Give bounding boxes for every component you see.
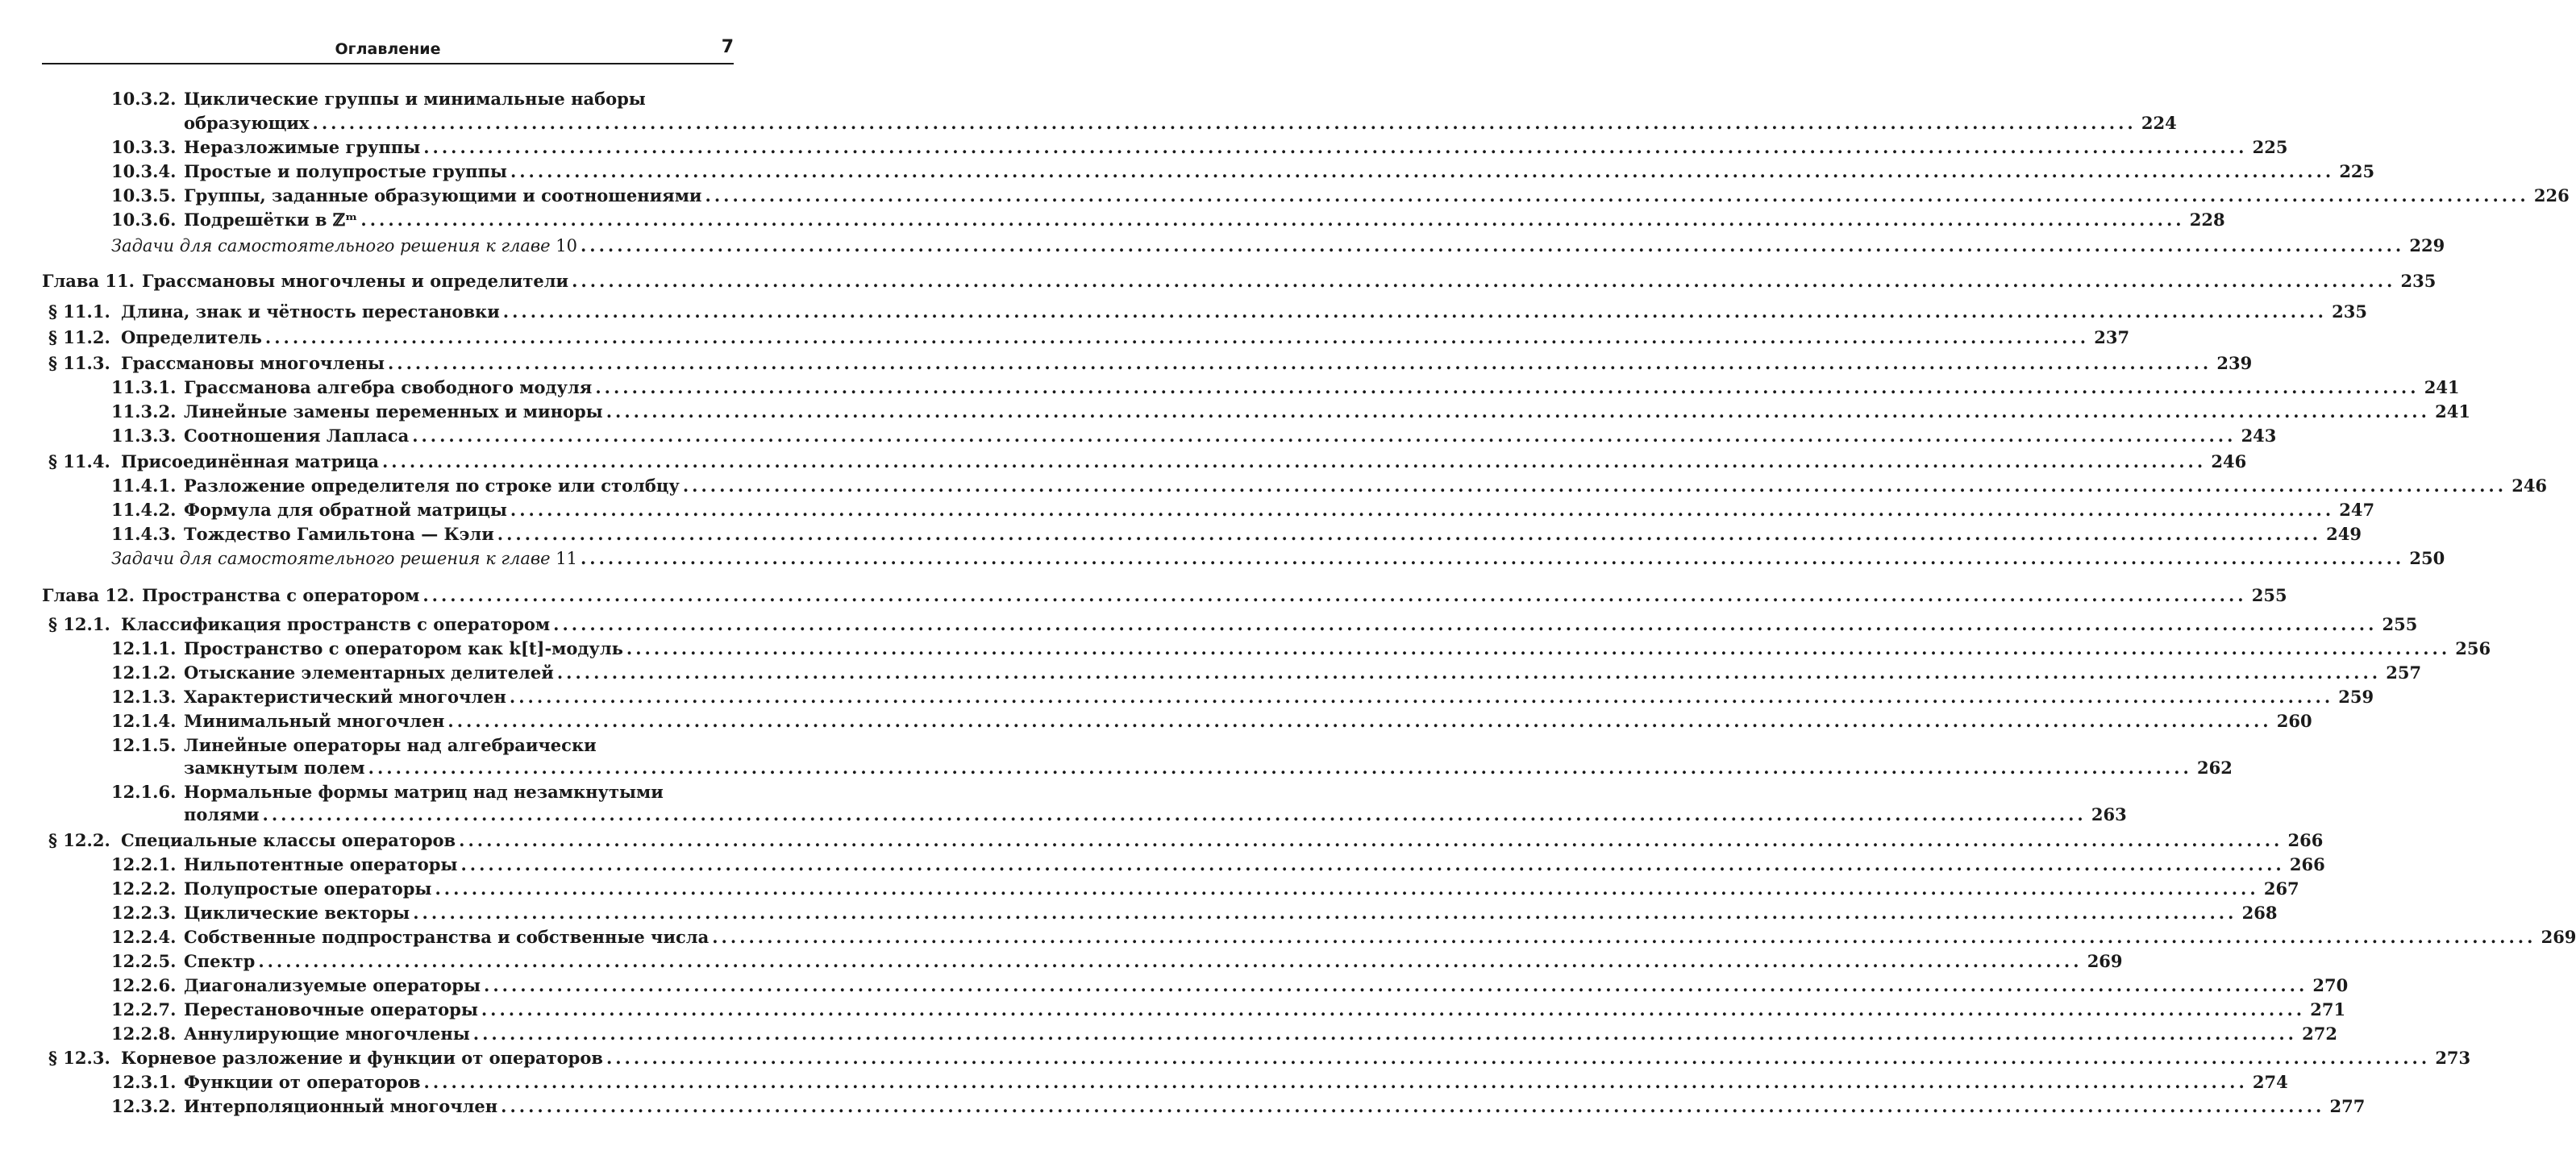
toc-entry-12-2-6[interactable] bbox=[111, 972, 2349, 996]
leader-dots: ........................................................................................................................................................................................................ bbox=[497, 524, 2321, 544]
entry-number: 12.1.5. bbox=[111, 735, 177, 755]
toc-entry-10-3-4[interactable] bbox=[111, 158, 2375, 182]
leader-dots: ........................................................................................................................................................................................................ bbox=[606, 1048, 2431, 1068]
toc-entry-12-1-1[interactable] bbox=[111, 635, 2491, 659]
entry-number: 12.1.4. bbox=[111, 711, 177, 731]
leader-dots: ........................................................................................................................................................................................................ bbox=[705, 185, 2529, 206]
leader-dots: ........................................................................................................................................................................................................ bbox=[460, 854, 2285, 874]
toc-entry-12-2-4[interactable] bbox=[111, 924, 2576, 948]
leader-dots: ........................................................................................................................................................................................................ bbox=[413, 903, 2237, 923]
leader-dots: ........................................................................................................................................................................................................ bbox=[459, 830, 2283, 850]
entry-page: 247 bbox=[2339, 500, 2375, 520]
entry-title: Неразложимые группы bbox=[184, 137, 421, 157]
leader-dots: ........................................................................................................................................................................................................ bbox=[682, 476, 2507, 496]
entry-title: Циклические группы и минимальные наборы bbox=[184, 89, 646, 109]
entry-number: 12.1.6. bbox=[111, 782, 177, 802]
entry-title: Простые и полупростые группы bbox=[184, 161, 507, 181]
entry-title: Нормальные формы матриц над незамкнутыми bbox=[184, 782, 664, 802]
entry-number: 10.3.2. bbox=[111, 89, 177, 109]
entry-number: 12.3.1. bbox=[111, 1072, 177, 1092]
entry-page: 277 bbox=[2329, 1096, 2366, 1116]
entry-number: § 11.3. bbox=[48, 353, 110, 373]
entry-number: 10.3.4. bbox=[111, 161, 177, 181]
entry-title: Группы, заданные образующими и соотношениями bbox=[184, 185, 702, 206]
entry-number: 12.2.5. bbox=[111, 951, 177, 971]
leader-dots: ........................................................................................................................................................................................................ bbox=[435, 878, 2259, 899]
leader-dots: ........................................................................................................................................................................................................ bbox=[481, 999, 2306, 1020]
entry-title: Минимальный многочлен bbox=[184, 711, 445, 731]
leader-dots: ........................................................................................................................................................................................................ bbox=[502, 301, 2327, 322]
entry-page: 224 bbox=[2141, 113, 2177, 133]
entry-number: Глава 12. bbox=[42, 585, 135, 605]
entry-page: 235 bbox=[2400, 271, 2437, 291]
leader-dots: ........................................................................................................................................................................................................ bbox=[572, 271, 2396, 291]
entry-number: § 11.2. bbox=[48, 327, 110, 347]
leader-dots: ........................................................................................................................................................................................................ bbox=[501, 1096, 2325, 1116]
entry-number: 11.3.2. bbox=[111, 401, 177, 422]
leader-dots: ........................................................................................................................................................................................................ bbox=[422, 585, 2247, 605]
leader-dots: ........................................................................................................................................................................................................ bbox=[580, 235, 2405, 255]
entry-page: 237 bbox=[2094, 327, 2130, 347]
leader-dots: ........................................................................................................................................................................................................ bbox=[712, 927, 2536, 947]
entry-title: Функции от операторов bbox=[184, 1072, 421, 1092]
leader-dots: ........................................................................................................................................................................................................ bbox=[312, 113, 2137, 133]
entry-number: 12.2.4. bbox=[111, 927, 177, 947]
leader-dots: ........................................................................................................................................................................................................ bbox=[264, 327, 2090, 347]
entry-page: 267 bbox=[2263, 878, 2299, 899]
toc-entry-12-1-6-cont[interactable] bbox=[184, 801, 2127, 825]
entry-page: 243 bbox=[2241, 426, 2277, 446]
entry-page: 229 bbox=[2409, 235, 2445, 255]
entry-page: 259 bbox=[2338, 687, 2374, 707]
toc-entry-11-4-1[interactable] bbox=[111, 472, 2548, 496]
leader-dots: ........................................................................................................................................................................................................ bbox=[368, 758, 2192, 778]
entry-page: 257 bbox=[2386, 662, 2422, 683]
entry-title: Характеристический многочлен bbox=[184, 687, 506, 707]
entry-page: 246 bbox=[2211, 451, 2247, 471]
entry-number: 12.1.3. bbox=[111, 687, 177, 707]
toc-entry-10-3-2[interactable] bbox=[111, 85, 734, 110]
entry-title: Нильпотентные операторы bbox=[184, 854, 458, 874]
entry-page: 249 bbox=[2326, 524, 2362, 544]
toc-entry-12-2-1[interactable] bbox=[111, 851, 2325, 875]
toc-entry-11-3-2[interactable] bbox=[111, 398, 2470, 422]
leader-dots: ........................................................................................................................................................................................................ bbox=[423, 1072, 2248, 1092]
chapter-ref: 11 bbox=[550, 549, 577, 568]
entry-page: 235 bbox=[2332, 301, 2367, 322]
entry-number: § 12.1. bbox=[48, 614, 110, 634]
entry-number: § 12.3. bbox=[48, 1048, 110, 1068]
entry-number: 11.4.3. bbox=[111, 524, 177, 544]
toc-entry-11-3-3[interactable] bbox=[111, 422, 2277, 446]
toc-entry-12-3-1[interactable] bbox=[111, 1069, 2288, 1093]
chapter-ref: 10 bbox=[550, 236, 577, 255]
entry-page: 272 bbox=[2302, 1024, 2337, 1044]
leader-dots: ........................................................................................................................................................................................................ bbox=[484, 975, 2308, 995]
toc-exercises-ch10[interactable] bbox=[111, 232, 2445, 256]
entry-title: Грассманова алгебра свободного модуля bbox=[184, 377, 593, 397]
toc-entry-12-2-7[interactable] bbox=[111, 996, 2346, 1020]
entry-title: Подрешётки в ℤᵐ bbox=[184, 210, 358, 230]
entry-title: Специальные классы операторов bbox=[121, 830, 456, 850]
entry-number: § 11.4. bbox=[48, 451, 110, 471]
entry-page: 274 bbox=[2252, 1072, 2288, 1092]
exercises-label: Задачи для самостоятельного решения к главе bbox=[111, 236, 551, 255]
entry-number: 12.2.8. bbox=[111, 1024, 177, 1044]
toc-exercises-ch11[interactable] bbox=[111, 545, 2445, 569]
entry-page: 270 bbox=[2312, 975, 2349, 995]
leader-dots: ........................................................................................................................................................................................................ bbox=[388, 353, 2212, 373]
entry-title: Линейные операторы над алгебраически bbox=[184, 735, 597, 755]
entry-number: 10.3.5. bbox=[111, 185, 177, 206]
toc-entry-12-1-5-cont[interactable] bbox=[184, 754, 2233, 779]
entry-title bbox=[111, 548, 577, 569]
entry-number: 12.2.7. bbox=[111, 999, 177, 1020]
entry-page: 225 bbox=[2252, 137, 2288, 157]
leader-dots: ........................................................................................................................................................................................................ bbox=[595, 377, 2420, 397]
leader-dots: ........................................................................................................................................................................................................ bbox=[258, 951, 2083, 971]
entry-title: Линейные замены переменных и миноры bbox=[184, 401, 603, 422]
entry-page: 241 bbox=[2435, 401, 2470, 422]
leader-dots: ........................................................................................................................................................................................................ bbox=[553, 614, 2378, 634]
toc-section-12-3[interactable] bbox=[42, 1044, 2471, 1069]
page-header bbox=[42, 35, 734, 64]
entry-title: Полупростые операторы bbox=[184, 878, 432, 899]
entry-page: 269 bbox=[2541, 927, 2576, 947]
entry-page: 225 bbox=[2339, 161, 2375, 181]
entry-page: 266 bbox=[2289, 854, 2325, 874]
entry-number: 12.2.6. bbox=[111, 975, 177, 995]
toc-entry-12-2-3[interactable] bbox=[111, 899, 2278, 924]
toc-entry-10-3-6[interactable] bbox=[111, 206, 2225, 230]
entry-number: § 11.1. bbox=[48, 301, 110, 322]
entry-number: 12.1.2. bbox=[111, 662, 177, 683]
entry-title: образующих bbox=[184, 113, 310, 133]
entry-title: Интерполяционный многочлен bbox=[184, 1096, 498, 1116]
entry-number: 11.4.2. bbox=[111, 500, 177, 520]
exercises-label: Задачи для самостоятельного решения к главе bbox=[111, 549, 551, 568]
entry-page: 266 bbox=[2287, 830, 2324, 850]
toc-entry-12-2-5[interactable] bbox=[111, 948, 2123, 972]
entry-number: 10.3.3. bbox=[111, 137, 177, 157]
page-number: 7 bbox=[721, 37, 734, 57]
entry-title bbox=[111, 235, 577, 256]
toc-section-12-1[interactable] bbox=[42, 611, 2418, 635]
toc-entry-11-4-3[interactable] bbox=[111, 521, 2362, 545]
running-title: Оглавление bbox=[335, 40, 441, 58]
leader-dots: ........................................................................................................................................................................................................ bbox=[510, 161, 2335, 181]
entry-title: Разложение определителя по строке или столбцу bbox=[184, 476, 680, 496]
entry-title: Грассмановы многочлены bbox=[121, 353, 385, 373]
entry-page: 228 bbox=[2189, 210, 2225, 230]
entry-number: § 12.2. bbox=[48, 830, 110, 850]
leader-dots: ........................................................................................................................................................................................................ bbox=[472, 1024, 2297, 1044]
entry-title: замкнутым полем bbox=[184, 758, 365, 778]
entry-title: Тождество Гамильтона — Кэли bbox=[184, 524, 494, 544]
entry-title: Соотношения Лапласа bbox=[184, 426, 410, 446]
entry-title: Перестановочные операторы bbox=[184, 999, 478, 1020]
leader-dots: ........................................................................................................................................................................................................ bbox=[556, 662, 2382, 683]
leader-dots: ........................................................................................................................................................................................................ bbox=[447, 711, 2272, 731]
entry-page: 226 bbox=[2533, 185, 2570, 206]
leader-dots: ........................................................................................................................................................................................................ bbox=[360, 210, 2185, 230]
leader-dots: ........................................................................................................................................................................................................ bbox=[580, 548, 2405, 568]
toc-chapter-12[interactable] bbox=[42, 582, 2287, 606]
entry-title: Присоединённая матрица bbox=[121, 451, 379, 471]
toc-entry-12-1-6[interactable] bbox=[111, 779, 734, 803]
entry-page: 268 bbox=[2241, 903, 2278, 923]
entry-title: полями bbox=[184, 804, 260, 824]
toc-entry-12-1-4[interactable] bbox=[111, 708, 2312, 732]
toc-entry-11-4-2[interactable] bbox=[111, 496, 2375, 521]
entry-title: Аннулирующие многочлены bbox=[184, 1024, 470, 1044]
entry-number: 12.2.3. bbox=[111, 903, 177, 923]
toc-entry-12-2-8[interactable] bbox=[111, 1020, 2337, 1044]
toc-entry-12-1-2[interactable] bbox=[111, 659, 2422, 683]
entry-number: 11.4.1. bbox=[111, 476, 177, 496]
entry-title: Корневое разложение и функции от операторов bbox=[121, 1048, 603, 1068]
toc-entry-12-3-2[interactable] bbox=[111, 1093, 2366, 1117]
toc-section-11-3[interactable] bbox=[42, 350, 2253, 374]
toc-entry-10-3-5[interactable] bbox=[111, 182, 2570, 206]
entry-page: 256 bbox=[2455, 638, 2491, 658]
entry-title: Циклические векторы bbox=[184, 903, 410, 923]
entry-title: Отыскание элементарных делителей bbox=[184, 662, 554, 683]
toc-entry-11-3-1[interactable] bbox=[111, 374, 2460, 398]
entry-page: 255 bbox=[2382, 614, 2418, 634]
entry-number: 10.3.6. bbox=[111, 210, 177, 230]
leader-dots: ........................................................................................................................................................................................................ bbox=[606, 401, 2430, 422]
leader-dots: ........................................................................................................................................................................................................ bbox=[262, 804, 2087, 824]
leader-dots: ........................................................................................................................................................................................................ bbox=[412, 426, 2237, 446]
entry-page: 269 bbox=[2087, 951, 2123, 971]
entry-number: 12.1.1. bbox=[111, 638, 177, 658]
entry-page: 273 bbox=[2435, 1048, 2471, 1068]
toc-entry-12-2-2[interactable] bbox=[111, 875, 2299, 899]
entry-page: 250 bbox=[2409, 548, 2445, 568]
entry-title: Спектр bbox=[184, 951, 256, 971]
toc-entry-12-1-5[interactable] bbox=[111, 732, 734, 756]
entry-page: 246 bbox=[2511, 476, 2548, 496]
toc-section-11-2[interactable] bbox=[42, 324, 2130, 348]
leader-dots: ........................................................................................................................................................................................................ bbox=[381, 451, 2207, 471]
entry-number: 12.2.2. bbox=[111, 878, 177, 899]
toc-section-11-1[interactable] bbox=[42, 298, 2367, 322]
leader-dots: ........................................................................................................................................................................................................ bbox=[626, 638, 2451, 658]
entry-title: Определитель bbox=[121, 327, 262, 347]
leader-dots: ........................................................................................................................................................................................................ bbox=[509, 687, 2334, 707]
entry-title: Длина, знак и чётность перестановки bbox=[121, 301, 500, 322]
entry-title: Пространство с оператором как k[t]-модуль bbox=[184, 638, 623, 658]
entry-page: 263 bbox=[2091, 804, 2127, 824]
toc-entry-10-3-3[interactable] bbox=[111, 134, 2288, 158]
toc-chapter-11[interactable] bbox=[42, 268, 2437, 292]
entry-number: Глава 11. bbox=[42, 271, 135, 291]
entry-number: 11.3.1. bbox=[111, 377, 177, 397]
toc-entry-12-1-3[interactable] bbox=[111, 683, 2374, 708]
entry-number: 12.2.1. bbox=[111, 854, 177, 874]
entry-title: Классификация пространств с оператором bbox=[121, 614, 551, 634]
entry-title: Формула для обратной матрицы bbox=[184, 500, 507, 520]
entry-page: 241 bbox=[2424, 377, 2460, 397]
entry-page: 260 bbox=[2276, 711, 2312, 731]
toc-section-11-4[interactable] bbox=[42, 448, 2247, 472]
leader-dots: ........................................................................................................................................................................................................ bbox=[510, 500, 2335, 520]
toc-entry-10-3-2-cont[interactable] bbox=[184, 110, 2177, 134]
toc-section-12-2[interactable] bbox=[42, 827, 2324, 851]
entry-page: 255 bbox=[2251, 585, 2287, 605]
entry-title: Пространства с оператором bbox=[142, 585, 420, 605]
entry-number: 11.3.3. bbox=[111, 426, 177, 446]
entry-title: Грассмановы многочлены и определители bbox=[142, 271, 569, 291]
entry-page: 262 bbox=[2197, 758, 2233, 778]
entry-number: 12.3.2. bbox=[111, 1096, 177, 1116]
entry-title: Собственные подпространства и собственные числа bbox=[184, 927, 710, 947]
leader-dots: ........................................................................................................................................................................................................ bbox=[423, 137, 2248, 157]
entry-page: 271 bbox=[2310, 999, 2346, 1020]
entry-title: Диагонализуемые операторы bbox=[184, 975, 481, 995]
entry-page: 239 bbox=[2216, 353, 2253, 373]
